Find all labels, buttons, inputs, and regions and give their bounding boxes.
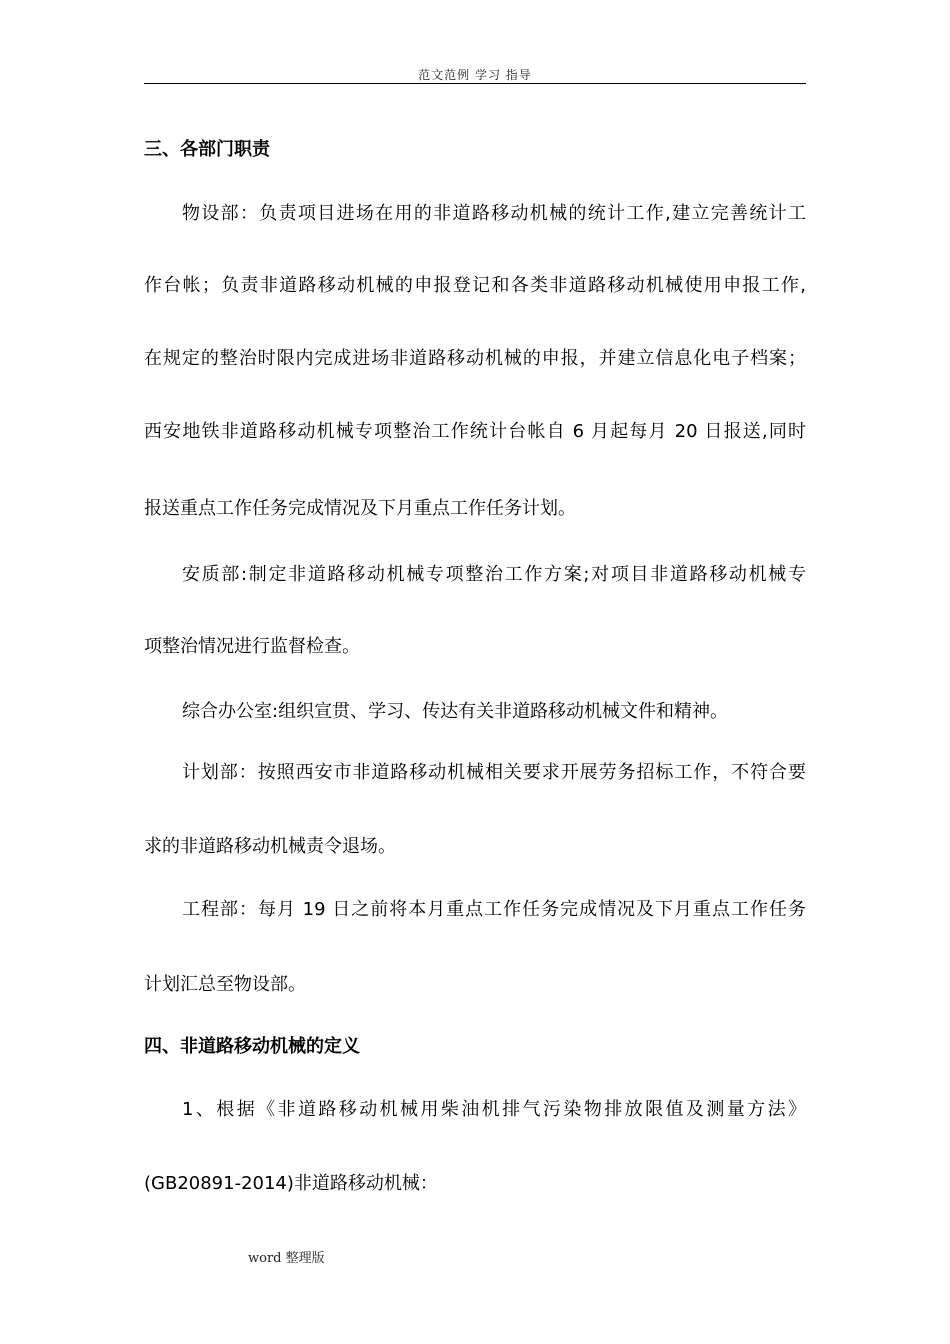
paragraph-line: 项整治情况进行监督检查。 <box>144 636 360 657</box>
paragraph-line: 西安地铁非道路移动机械专项整治工作统计台帐自 6 月起每月 20 日报送,同时 <box>144 421 806 442</box>
paragraph-line: (GB20891-2014)非道路移动机械： <box>144 1173 438 1194</box>
paragraph-line: 计划部：按照西安市非道路移动机械相关要求开展劳务招标工作，不符合要 <box>182 762 806 783</box>
paragraph-line: 求的非道路移动机械责令退场。 <box>144 836 396 857</box>
page-footer: word 整理版 <box>248 1251 325 1266</box>
paragraph-line: 工程部：每月 19 日之前将本月重点工作任务完成情况及下月重点工作任务 <box>182 899 806 920</box>
paragraph-line: 作台帐；负责非道路移动机械的申报登记和各类非道路移动机械使用申报工作, <box>144 275 806 296</box>
paragraph-line: 在规定的整治时限内完成进场非道路移动机械的申报，并建立信息化电子档案； <box>144 348 806 369</box>
section-heading-departments: 三、各部门职责 <box>144 139 270 160</box>
paragraph-line: 综合办公室:组织宣贯、学习、传达有关非道路移动机械文件和精神。 <box>182 701 729 722</box>
paragraph-line: 物设部：负责项目进场在用的非道路移动机械的统计工作,建立完善统计工 <box>182 203 806 224</box>
paragraph-line: 1、根据《非道路移动机械用柴油机排气污染物排放限值及测量方法》 <box>182 1099 806 1120</box>
paragraph-line: 安质部:制定非道路移动机械专项整治工作方案;对项目非道路移动机械专 <box>182 564 806 585</box>
page-header: 范文范例 学习 指导 <box>418 68 532 82</box>
header-divider <box>144 83 806 84</box>
section-heading-definition: 四、非道路移动机械的定义 <box>144 1036 360 1057</box>
paragraph-line: 计划汇总至物设部。 <box>144 974 306 995</box>
paragraph-line: 报送重点工作任务完成情况及下月重点工作任务计划。 <box>144 498 576 519</box>
